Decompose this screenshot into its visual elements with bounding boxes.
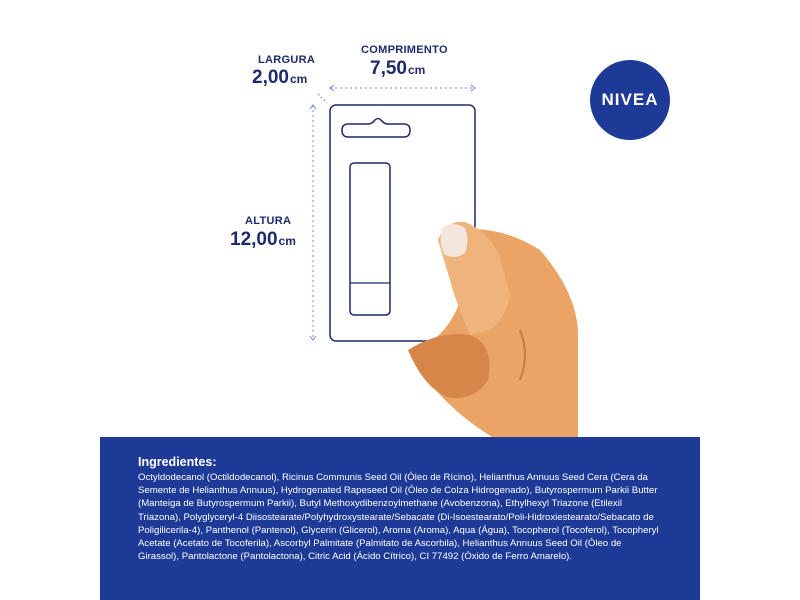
ingredients-title: Ingredientes: <box>138 455 217 469</box>
lip-balm <box>350 163 390 315</box>
width-number: 2,00 <box>252 67 289 88</box>
length-unit: cm <box>407 63 426 77</box>
height-number: 12,00 <box>230 229 278 250</box>
thumbnail <box>441 224 468 257</box>
height-label: ALTURA <box>245 215 292 227</box>
length-number: 7,50 <box>370 58 407 79</box>
length-label: COMPRIMENTO <box>361 44 448 56</box>
height-unit: cm <box>278 234 296 248</box>
width-guide-line <box>318 94 327 103</box>
ingredients-panel <box>100 437 700 600</box>
ingredients-list: Octyldodecanol (Octildodecanol), Ricinus Communis Seed Oil (Óleo de Rícino), Helianthus Annuus Seed Cera (Cera da Semente de Helianthus Annuus), Hydrogenated Rapeseed Oil (Óleo de Colza Hidrogenado), Butyrospermum Parkii Butter (Manteiga de Butyrospermum Parkii), Butyl Methoxydibenzoylmethane (Avobenzona), Ethylhexyl Triazone (Etilexil Triazona), Polyglyceryl-4 Diisostearate/Polyhydroxystearate/Sebacate (Di-Isoestearato/Poli-Hidroxiestearato/Sebacato de Poligilicerila-4), Panthenol (Pantenol), Glycerin (Glicerol), Aroma (Aroma), Aqua (Água), Tocopherol (Tocoferol), Tocopheryl Acetate (Acetato de Tocoferila), Ascorbyl Palmitate (Palmitato de Ascorbila), Helianthus Annuus Seed Oil (Óleo de Girassol), Pantolactone (Pantolactona), Citric Acid (Ácido Cítrico), CI 77492 (Óxido de Ferro Amarelo). <box>138 472 659 563</box>
width-label: LARGURA <box>258 54 316 66</box>
hand-palm-shadow <box>408 334 490 398</box>
width-unit: cm <box>289 72 308 86</box>
brand-name: NIVEA <box>601 90 659 109</box>
